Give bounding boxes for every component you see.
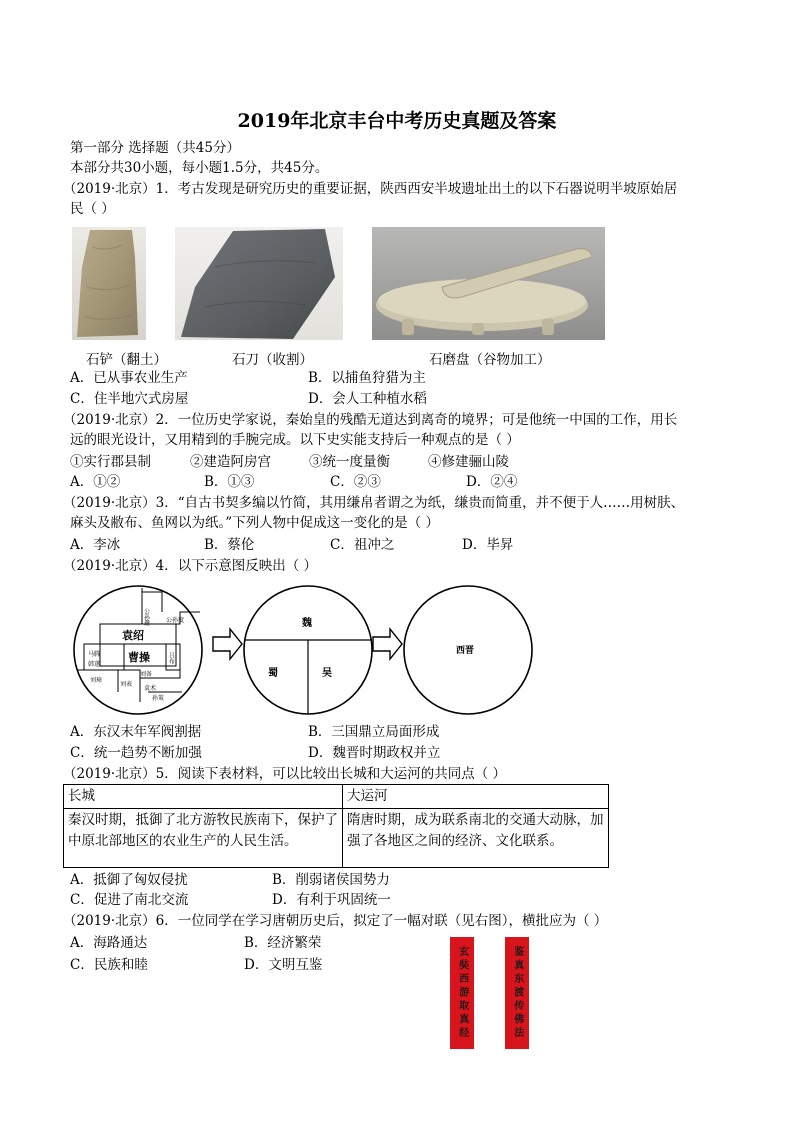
warlord-label: 刘表 [120,681,133,688]
instructions: 本部分共30小题，每小题1.5分，共45分。 [70,160,329,176]
stone-knife-photo [175,227,343,340]
q4-option-c[interactable]: C．统一趋势不断加强 [70,745,202,761]
couplet-right-text: 玄奘西游取真经 [456,945,468,1041]
caption-grinding-slab: 石磨盘（谷物加工） [429,352,551,368]
q1-stem-line1: （2019·北京）1．考古发现是研究历史的重要证据，陕西西安半坡遗址出土的以下石器说明半坡原始居 [63,181,678,197]
western-jin-map [404,586,532,714]
q4-option-b[interactable]: B．三国鼎立局面形成 [308,724,440,740]
table-header-grand-canal: 大运河 [343,785,609,809]
page-title: 2019年北京丰台中考历史真题及答案 [237,110,557,132]
q2-stem-line2: 远的眼光设计，又用精到的手腕完成。以下史实能支持后一种观点的是（ ） [70,432,520,448]
comparison-table [63,784,609,868]
q3-option-d[interactable]: D．毕昇 [462,537,514,553]
warlord-label: 曹操 [128,651,150,664]
q6-option-c[interactable]: C．民族和睦 [70,957,148,973]
warlord-label: 马腾 [88,651,101,658]
q2-option-c[interactable]: C．②③ [330,474,381,490]
warlord-label: 刘备 [140,671,153,678]
stone-spade-photo [72,227,146,340]
q5-option-a[interactable]: A．抵御了匈奴侵扰 [70,872,188,888]
q2-option-a[interactable]: A．①② [70,474,121,490]
q3-option-a[interactable]: A．李冰 [70,537,121,553]
table-cell-grand-canal: 隋唐时期，成为联系南北的交通大动脉，加强了各地区之间的经济、文化联系。 [343,809,609,868]
kingdom-label: 蜀 [268,668,278,679]
q3-stem-line1: （2019·北京）3．“自古书契多编以竹简，其用缣帛者谓之为纸，缣贵而简重，并不便于人……用树肤、 [63,495,685,511]
caption-stone-knife: 石刀（收割） [232,352,313,368]
q4-option-a[interactable]: A．东汉末年军阀割据 [70,724,202,740]
warlord-label: 袁绍 [122,629,144,642]
q1-stem-line2: 民（ ） [70,201,115,217]
arrow-icon [373,629,402,659]
q1-option-d[interactable]: D．会人工种植水稻 [308,391,427,407]
q1-option-a[interactable]: A．已从事农业生产 [70,370,188,386]
q3-stem-line2: 麻头及敝布、鱼网以为纸。”下列人物中促成这一变化的是（ ） [70,515,439,531]
q5-option-c[interactable]: C．促进了南北交流 [70,892,189,908]
q1-option-c[interactable]: C．住半地穴式房屋 [70,391,189,407]
q2-item-3: ③统一度量衡 [309,454,390,470]
table-cell-great-wall: 秦汉时期，抵御了北方游牧民族南下，保护了中原北部地区的农业生产的人民生活。 [64,809,343,868]
three-kingdoms-map [244,586,372,714]
couplet-left-scroll [505,937,529,1049]
q5-stem: （2019·北京）5．阅读下表材料，可以比较出长城和大运河的共同点（ ） [63,766,507,782]
q3-option-c[interactable]: C．祖冲之 [330,537,395,553]
q4-option-d[interactable]: D．魏晋时期政权并立 [308,745,441,761]
q4-stem: （2019·北京）4．以下示意图反映出（ ） [63,558,318,574]
q6-option-b[interactable]: B．经济繁荣 [244,935,322,951]
table-header-great-wall: 长城 [64,785,343,809]
q2-option-d[interactable]: D．②④ [466,474,518,490]
kingdom-label: 魏 [302,618,312,629]
warlord-label: 公孙度 [166,617,185,624]
grinding-slab-photo [372,227,605,340]
period-maps-diagram [70,582,540,718]
warlord-label: 刘璋 [90,677,103,684]
q6-option-a[interactable]: A．海路通达 [70,935,148,951]
warlord-label: 袁术 [144,685,157,692]
q5-option-d[interactable]: D．有利于巩固统一 [272,892,391,908]
dynasty-label: 西晋 [456,646,475,656]
couplet-right-scroll [450,937,474,1049]
q2-item-1: ①实行郡县制 [70,454,151,470]
arrow-icon [213,629,242,659]
section-heading: 第一部分 选择题（共45分） [70,140,240,156]
q5-option-b[interactable]: B．削弱诸侯国势力 [272,872,390,888]
warlords-map [74,586,202,714]
warlord-label: 孙策 [152,695,165,702]
q6-option-d[interactable]: D．文明互鉴 [244,957,323,973]
q2-item-4: ④修建骊山陵 [428,454,509,470]
q6-stem: （2019·北京）6．一位同学在学习唐朝历史后，拟定了一幅对联（见右图），横批应为（ ） [63,913,608,929]
q3-option-b[interactable]: B．蔡伦 [204,537,255,553]
couplet-left-text: 鉴真东渡传佛法 [511,945,523,1041]
caption-stone-spade: 石铲（翻土） [86,352,167,368]
kingdom-label: 吴 [322,668,332,679]
q2-option-b[interactable]: B．①③ [204,474,255,490]
q1-option-b[interactable]: B．以捕鱼狩猎为主 [308,370,426,386]
warlord-label: 韩遂 [88,661,101,668]
warlord-label: 吕布 [167,652,175,664]
q2-item-2: ②建造阿房宫 [190,454,271,470]
q2-stem-line1: （2019·北京）2．一位历史学家说，秦始皇的残酷无道达到离奇的境界；可是他统一中国的工作，用长 [63,412,678,428]
warlord-label: 公孙瓒 [142,608,150,626]
